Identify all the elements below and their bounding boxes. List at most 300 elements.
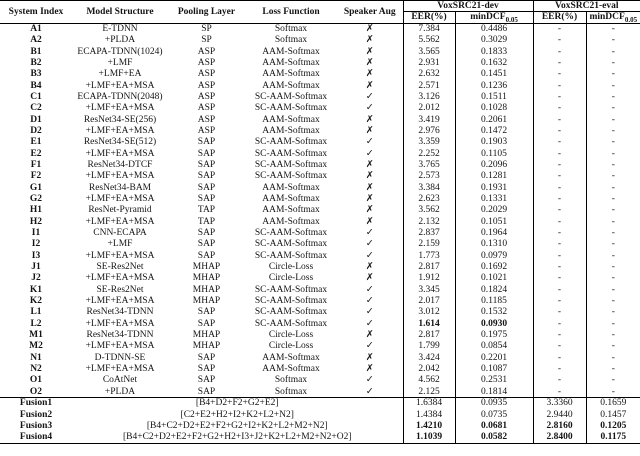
cell-eval-eer: - xyxy=(533,284,586,295)
cell-eval-mindcf: - xyxy=(586,182,640,193)
system-row xyxy=(0,57,640,68)
cell-speaker-aug: ✓ xyxy=(365,137,374,148)
cell-pooling-layer: SAP xyxy=(197,239,216,250)
cell-system-index: D1 xyxy=(30,114,42,125)
cell-dev-eer: 1.4210 xyxy=(403,420,455,431)
cell-system-index: G2 xyxy=(29,193,43,204)
cell-dev-eer: 2.159 xyxy=(403,239,455,250)
cell-eval-mindcf: - xyxy=(586,91,640,102)
cell-dev-eer: 2.042 xyxy=(403,364,455,375)
cell-dev-mindcf: 0.0854 xyxy=(455,341,533,352)
cell-loss-function: Circle-Loss xyxy=(268,341,314,352)
cell-dev-eer: 1.1039 xyxy=(403,432,455,443)
cell-model-structure: CoAtNet xyxy=(102,375,138,386)
cell-dev-eer: 2.252 xyxy=(403,148,455,159)
cell-system-index: C1 xyxy=(30,91,42,102)
cell-eval-eer: - xyxy=(533,171,586,182)
system-row xyxy=(0,364,640,375)
cell-pooling-layer: TAP xyxy=(197,205,216,216)
cell-eval-eer: - xyxy=(533,80,586,91)
system-row xyxy=(0,148,640,159)
system-row xyxy=(0,160,640,171)
col-header-pooling-layer: Pooling Layer xyxy=(168,1,245,24)
cell-loss-function: SC-AAM-Softmax xyxy=(254,159,328,170)
cell-eval-eer: - xyxy=(533,296,586,307)
cell-eval-mindcf: - xyxy=(586,239,640,250)
cell-dev-mindcf: 0.0735 xyxy=(455,409,533,420)
cell-dev-eer: 4.562 xyxy=(403,375,455,386)
system-row xyxy=(0,80,640,91)
cell-model-structure: +LMF+EA+MSA xyxy=(85,193,155,204)
cell-model-structure: ResNet34-BAM xyxy=(88,182,152,193)
cell-dev-eer: 2.976 xyxy=(403,125,455,136)
system-row xyxy=(0,307,640,318)
cell-dev-mindcf: 0.1331 xyxy=(455,194,533,205)
cell-eval-mindcf: - xyxy=(586,262,640,273)
cell-loss-function: AAM-Softmax xyxy=(262,216,320,227)
cell-eval-mindcf: - xyxy=(586,46,640,57)
system-row xyxy=(0,69,640,80)
system-row xyxy=(0,352,640,363)
cell-loss-function: SC-AAM-Softmax xyxy=(254,103,328,114)
cell-eval-mindcf: - xyxy=(586,160,640,171)
col-header-eval-eer: EER(%) xyxy=(533,12,586,23)
cell-dev-mindcf: 0.2531 xyxy=(455,375,533,386)
cell-loss-function: AAM-Softmax xyxy=(262,205,320,216)
cell-dev-eer: 1.614 xyxy=(403,318,455,329)
cell-dev-eer: 2.125 xyxy=(403,386,455,397)
cell-dev-eer: 1.799 xyxy=(403,341,455,352)
cell-dev-eer: 3.419 xyxy=(403,114,455,125)
cell-system-index: I1 xyxy=(31,228,41,239)
col-group-voxsrc21-dev: VoxSRC21-dev xyxy=(403,1,533,12)
cell-model-structure: E-TDNN xyxy=(102,24,138,35)
fusion-row xyxy=(0,432,640,443)
cell-model-structure: +LMF+EA+MSA xyxy=(85,216,155,227)
cell-speaker-aug: ✗ xyxy=(365,35,374,46)
cell-pooling-layer: SAP xyxy=(197,364,216,375)
cell-eval-mindcf: - xyxy=(586,330,640,341)
cell-dev-eer: 5.562 xyxy=(403,35,455,46)
cell-pooling-layer: SAP xyxy=(197,159,216,170)
system-row xyxy=(0,46,640,57)
system-row xyxy=(0,262,640,273)
cell-speaker-aug: ✓ xyxy=(365,103,374,114)
cell-dev-mindcf: 0.1964 xyxy=(455,228,533,239)
system-row xyxy=(0,114,640,125)
system-row xyxy=(0,296,640,307)
cell-model-structure: ResNet34-DTCF xyxy=(87,159,153,170)
mindcf-subscript: 0.05 xyxy=(505,16,518,24)
cell-eval-mindcf: - xyxy=(586,364,640,375)
cell-dev-eer: 2.817 xyxy=(403,262,455,273)
cell-eval-mindcf: - xyxy=(586,23,640,34)
cell-model-structure: ResNet34-SE(512) xyxy=(83,137,157,148)
cell-model-structure: +LMF+EA+MSA xyxy=(85,148,155,159)
cell-dev-mindcf: 0.1310 xyxy=(455,239,533,250)
cell-dev-eer: 3.012 xyxy=(403,307,455,318)
cell-dev-mindcf: 0.1185 xyxy=(455,296,533,307)
cell-eval-mindcf: - xyxy=(586,205,640,216)
cell-pooling-layer: SAP xyxy=(197,171,216,182)
cell-dev-mindcf: 0.1975 xyxy=(455,330,533,341)
cell-pooling-layer: SAP xyxy=(197,182,216,193)
cell-system-index: F2 xyxy=(30,171,42,182)
cell-dev-mindcf: 0.1931 xyxy=(455,182,533,193)
cell-model-structure: +LMF+EA+MSA xyxy=(85,250,155,261)
cell-dev-eer: 3.765 xyxy=(403,160,455,171)
cell-speaker-aug: ✓ xyxy=(365,91,374,102)
cell-loss-function: SC-AAM-Softmax xyxy=(254,284,328,295)
cell-system-index: E2 xyxy=(30,148,42,159)
cell-pooling-layer: ASP xyxy=(197,69,216,80)
cell-dev-eer: 1.912 xyxy=(403,273,455,284)
cell-model-structure: SE-Res2Net xyxy=(96,284,144,295)
col-header-speaker-aug: Speaker Aug xyxy=(337,1,403,24)
cell-speaker-aug: ✗ xyxy=(365,24,374,35)
cell-eval-mindcf: - xyxy=(586,250,640,261)
cell-speaker-aug: ✗ xyxy=(365,114,374,125)
cell-eval-mindcf: - xyxy=(586,341,640,352)
cell-pooling-layer: SAP xyxy=(197,193,216,204)
cell-eval-eer: - xyxy=(533,341,586,352)
cell-dev-mindcf: 0.1028 xyxy=(455,103,533,114)
cell-eval-eer: - xyxy=(533,216,586,227)
cell-eval-eer: - xyxy=(533,386,586,397)
cell-eval-mindcf: - xyxy=(586,228,640,239)
cell-eval-mindcf: 0.1659 xyxy=(586,398,640,409)
cell-dev-mindcf: 0.1532 xyxy=(455,307,533,318)
cell-eval-mindcf: 0.1175 xyxy=(586,432,640,443)
cell-system-index: E1 xyxy=(30,137,42,148)
cell-system-index: K1 xyxy=(29,284,43,295)
cell-speaker-aug: ✗ xyxy=(365,171,374,182)
cell-model-structure: +LMF+EA+MSA xyxy=(85,80,155,91)
cell-eval-mindcf: 0.1457 xyxy=(586,409,640,420)
cell-eval-mindcf: - xyxy=(586,57,640,68)
cell-pooling-layer: MHAP xyxy=(192,341,221,352)
cell-loss-function: Circle-Loss xyxy=(268,262,314,273)
col-header-model-structure: Model Structure xyxy=(72,1,168,24)
cell-eval-mindcf: - xyxy=(586,125,640,136)
cell-model-structure: +LMF xyxy=(107,57,133,68)
cell-loss-function: SC-AAM-Softmax xyxy=(254,307,328,318)
cell-model-structure: +LMF xyxy=(107,239,133,250)
system-row xyxy=(0,103,640,114)
cell-loss-function: SC-AAM-Softmax xyxy=(254,318,328,329)
cell-system-index: D2 xyxy=(30,125,42,136)
cell-model-structure: CNN-ECAPA xyxy=(93,228,147,239)
system-row xyxy=(0,341,640,352)
cell-pooling-layer: MHAP xyxy=(192,296,221,307)
cell-eval-mindcf: - xyxy=(586,35,640,46)
cell-eval-eer: - xyxy=(533,330,586,341)
cell-dev-mindcf: 0.1632 xyxy=(455,57,533,68)
cell-dev-eer: 2.012 xyxy=(403,103,455,114)
cell-eval-eer: - xyxy=(533,23,586,34)
cell-model-structure: D-TDNN-SE xyxy=(94,352,146,363)
system-row xyxy=(0,35,640,46)
cell-loss-function: Softmax xyxy=(274,24,308,35)
cell-pooling-layer: ASP xyxy=(197,125,216,136)
cell-model-structure: ResNet34-TDNN xyxy=(86,330,154,341)
cell-loss-function: SC-AAM-Softmax xyxy=(254,239,328,250)
system-row xyxy=(0,318,640,329)
cell-speaker-aug: ✗ xyxy=(365,364,374,375)
cell-system-index: B3 xyxy=(30,69,42,80)
cell-loss-function: Circle-Loss xyxy=(268,330,314,341)
cell-eval-mindcf: - xyxy=(586,148,640,159)
cell-speaker-aug: ✓ xyxy=(365,284,374,295)
cell-eval-eer: - xyxy=(533,273,586,284)
cell-pooling-layer: MHAP xyxy=(192,262,221,273)
fusion-section xyxy=(0,398,640,443)
cell-eval-eer: - xyxy=(533,35,586,46)
cell-speaker-aug: ✓ xyxy=(365,341,374,352)
cell-model-structure: SE-Res2Net xyxy=(96,262,144,273)
system-row xyxy=(0,273,640,284)
cell-dev-mindcf: 0.1692 xyxy=(455,262,533,273)
cell-speaker-aug: ✗ xyxy=(365,352,374,363)
cell-pooling-layer: SAP xyxy=(197,148,216,159)
cell-loss-function: SC-AAM-Softmax xyxy=(254,148,328,159)
cell-fusion-index: Fusion1 xyxy=(0,398,72,409)
cell-system-index: M2 xyxy=(29,341,43,352)
cell-speaker-aug: ✗ xyxy=(365,159,374,170)
cell-system-index: O1 xyxy=(29,375,43,386)
cell-loss-function: AAM-Softmax xyxy=(262,182,320,193)
mindcf-label: minDCF xyxy=(470,12,506,23)
cell-pooling-layer: SP xyxy=(201,35,212,46)
cell-dev-eer: 3.565 xyxy=(403,46,455,57)
system-row xyxy=(0,228,640,239)
cell-eval-eer: - xyxy=(533,205,586,216)
fusion-row xyxy=(0,409,640,420)
cell-pooling-layer: SP xyxy=(201,24,212,35)
cell-speaker-aug: ✗ xyxy=(365,216,374,227)
col-header-loss-function: Loss Function xyxy=(245,1,337,24)
cell-pooling-layer: ASP xyxy=(197,80,216,91)
systems-section xyxy=(0,23,640,397)
mindcf-label: minDCF xyxy=(589,12,625,23)
cell-system-index: F1 xyxy=(30,159,42,170)
fusion-row xyxy=(0,398,640,409)
cell-dev-mindcf: 0.1087 xyxy=(455,364,533,375)
cell-dev-eer: 3.126 xyxy=(403,91,455,102)
col-header-dev-mindcf xyxy=(455,12,533,23)
cell-dev-eer: 3.562 xyxy=(403,205,455,216)
cell-system-index: K2 xyxy=(29,296,43,307)
cell-pooling-layer: SAP xyxy=(197,137,216,148)
cell-eval-eer: - xyxy=(533,69,586,80)
cell-pooling-layer: ASP xyxy=(197,103,216,114)
col-header-dev-eer: EER(%) xyxy=(403,12,455,23)
cell-eval-mindcf: - xyxy=(586,216,640,227)
cell-dev-mindcf: 0.1021 xyxy=(455,273,533,284)
cell-dev-eer: 2.817 xyxy=(403,330,455,341)
col-header-system-index: System Index xyxy=(0,1,72,24)
cell-pooling-layer: TAP xyxy=(197,216,216,227)
cell-speaker-aug: ✗ xyxy=(365,262,374,273)
cell-system-index: L1 xyxy=(30,307,42,318)
cell-model-structure: +LMF+EA+MSA xyxy=(85,103,155,114)
cell-dev-eer: 2.132 xyxy=(403,216,455,227)
cell-model-structure: ECAPA-TDNN(2048) xyxy=(77,91,163,102)
cell-dev-mindcf: 0.0935 xyxy=(455,398,533,409)
cell-system-index: O2 xyxy=(29,386,43,397)
cell-loss-function: Circle-Loss xyxy=(268,273,314,284)
system-row xyxy=(0,137,640,148)
system-row xyxy=(0,386,640,397)
cell-eval-eer: 2.8400 xyxy=(533,432,586,443)
cell-fusion-index: Fusion4 xyxy=(19,431,53,442)
cell-loss-function: SC-AAM-Softmax xyxy=(254,228,328,239)
cell-loss-function: AAM-Softmax xyxy=(262,125,320,136)
cell-dev-mindcf: 0.1511 xyxy=(455,91,533,102)
cell-system-index: B1 xyxy=(30,46,42,57)
cell-dev-eer: 2.573 xyxy=(403,171,455,182)
cell-loss-function: AAM-Softmax xyxy=(262,114,320,125)
cell-system-index: N1 xyxy=(30,352,42,363)
cell-model-structure: ResNet-Pyramid xyxy=(88,205,152,216)
cell-dev-eer: 2.837 xyxy=(403,228,455,239)
cell-dev-mindcf: 0.1451 xyxy=(455,69,533,80)
cell-loss-function: SC-AAM-Softmax xyxy=(254,137,328,148)
cell-pooling-layer: MHAP xyxy=(192,273,221,284)
cell-eval-eer: - xyxy=(533,160,586,171)
cell-fusion-combo: [B4+D2+F2+G2+E2] xyxy=(72,398,403,409)
cell-loss-function: AAM-Softmax xyxy=(262,46,320,57)
cell-loss-function: Softmax xyxy=(274,386,308,397)
cell-system-index: M1 xyxy=(29,330,43,341)
cell-dev-eer: 1.4384 xyxy=(403,409,455,420)
cell-dev-mindcf: 0.1236 xyxy=(455,80,533,91)
cell-fusion-combo: [B4+C2+D2+E2+F2+G2+I2+K2+L2+M2+N2] xyxy=(146,420,328,431)
cell-loss-function: Softmax xyxy=(274,35,308,46)
system-row xyxy=(0,171,640,182)
cell-fusion-index: Fusion2 xyxy=(19,409,53,420)
cell-eval-eer: - xyxy=(533,239,586,250)
cell-model-structure: ResNet34-TDNN xyxy=(86,307,154,318)
cell-speaker-aug: ✗ xyxy=(365,205,374,216)
cell-dev-mindcf: 0.1833 xyxy=(455,46,533,57)
cell-dev-eer: 2.623 xyxy=(403,194,455,205)
cell-loss-function: SC-AAM-Softmax xyxy=(254,171,328,182)
system-row xyxy=(0,239,640,250)
system-row xyxy=(0,375,640,386)
col-header-eval-mindcf xyxy=(586,12,640,23)
cell-system-index: J2 xyxy=(31,273,41,284)
cell-speaker-aug: ✓ xyxy=(365,250,374,261)
cell-eval-mindcf: - xyxy=(586,194,640,205)
cell-pooling-layer: SAP xyxy=(197,250,216,261)
cell-dev-mindcf: 0.1281 xyxy=(455,171,533,182)
cell-speaker-aug: ✓ xyxy=(365,375,374,386)
cell-model-structure: +LMF+EA xyxy=(98,69,142,80)
cell-dev-mindcf: 0.1105 xyxy=(455,148,533,159)
cell-speaker-aug: ✓ xyxy=(365,148,374,159)
cell-loss-function: AAM-Softmax xyxy=(262,364,320,375)
cell-dev-mindcf: 0.1903 xyxy=(455,137,533,148)
cell-dev-eer: 1.6384 xyxy=(403,398,455,409)
cell-eval-mindcf: - xyxy=(586,103,640,114)
cell-dev-eer: 2.931 xyxy=(403,57,455,68)
cell-eval-mindcf: - xyxy=(586,114,640,125)
cell-eval-mindcf: - xyxy=(586,386,640,397)
cell-dev-mindcf: 0.1472 xyxy=(455,125,533,136)
cell-speaker-aug: ✗ xyxy=(365,182,374,193)
cell-eval-eer: - xyxy=(533,103,586,114)
cell-dev-mindcf: 0.1051 xyxy=(455,216,533,227)
cell-dev-eer: 3.424 xyxy=(403,352,455,363)
cell-eval-eer: - xyxy=(533,137,586,148)
cell-dev-eer: 3.345 xyxy=(403,284,455,295)
cell-eval-eer: - xyxy=(533,148,586,159)
cell-loss-function: AAM-Softmax xyxy=(262,352,320,363)
cell-dev-mindcf: 0.2061 xyxy=(455,114,533,125)
cell-system-index: I3 xyxy=(31,250,41,261)
cell-pooling-layer: ASP xyxy=(197,57,216,68)
cell-system-index: J1 xyxy=(31,262,41,273)
cell-eval-mindcf: 0.1205 xyxy=(586,420,640,431)
cell-fusion-index: Fusion3 xyxy=(19,420,53,431)
cell-pooling-layer: SAP xyxy=(197,386,216,397)
cell-speaker-aug: ✗ xyxy=(365,125,374,136)
cell-dev-eer: 2.632 xyxy=(403,69,455,80)
cell-dev-eer: 1.773 xyxy=(403,250,455,261)
cell-pooling-layer: ASP xyxy=(197,91,216,102)
mindcf-subscript: 0.05 xyxy=(624,16,638,24)
cell-dev-eer: 2.017 xyxy=(403,296,455,307)
cell-system-index: A2 xyxy=(30,35,42,46)
col-group-voxsrc21-eval: VoxSRC21-eval xyxy=(533,1,640,12)
cell-system-index: L2 xyxy=(30,318,42,329)
cell-pooling-layer: MHAP xyxy=(192,284,221,295)
cell-eval-eer: - xyxy=(533,262,586,273)
fusion-row xyxy=(0,420,640,431)
cell-loss-function: AAM-Softmax xyxy=(262,193,320,204)
cell-system-index: I2 xyxy=(31,239,41,250)
cell-eval-mindcf: - xyxy=(586,375,640,386)
cell-system-index: A1 xyxy=(30,24,42,35)
cell-speaker-aug: ✓ xyxy=(365,296,374,307)
cell-eval-mindcf: - xyxy=(586,284,640,295)
cell-eval-eer: - xyxy=(533,182,586,193)
system-row xyxy=(0,250,640,261)
cell-loss-function: SC-AAM-Softmax xyxy=(254,250,328,261)
table-header xyxy=(0,1,640,24)
cell-eval-eer: - xyxy=(533,318,586,329)
cell-eval-mindcf: - xyxy=(586,137,640,148)
cell-dev-eer: 2.571 xyxy=(403,80,455,91)
cell-eval-eer: - xyxy=(533,114,586,125)
cell-dev-mindcf: 0.0582 xyxy=(455,432,533,443)
cell-speaker-aug: ✓ xyxy=(365,307,374,318)
cell-eval-eer: - xyxy=(533,194,586,205)
cell-eval-eer: - xyxy=(533,228,586,239)
system-row xyxy=(0,91,640,102)
cell-pooling-layer: SAP xyxy=(197,352,216,363)
cell-model-structure: +LMF+EA+MSA xyxy=(85,296,155,307)
cell-system-index: H2 xyxy=(29,216,43,227)
cell-loss-function: SC-AAM-Softmax xyxy=(254,91,328,102)
system-row xyxy=(0,284,640,295)
cell-speaker-aug: ✗ xyxy=(365,57,374,68)
cell-speaker-aug: ✗ xyxy=(365,80,374,91)
cell-speaker-aug: ✓ xyxy=(365,318,374,329)
cell-pooling-layer: ASP xyxy=(197,46,216,57)
cell-dev-mindcf: 0.3029 xyxy=(455,35,533,46)
